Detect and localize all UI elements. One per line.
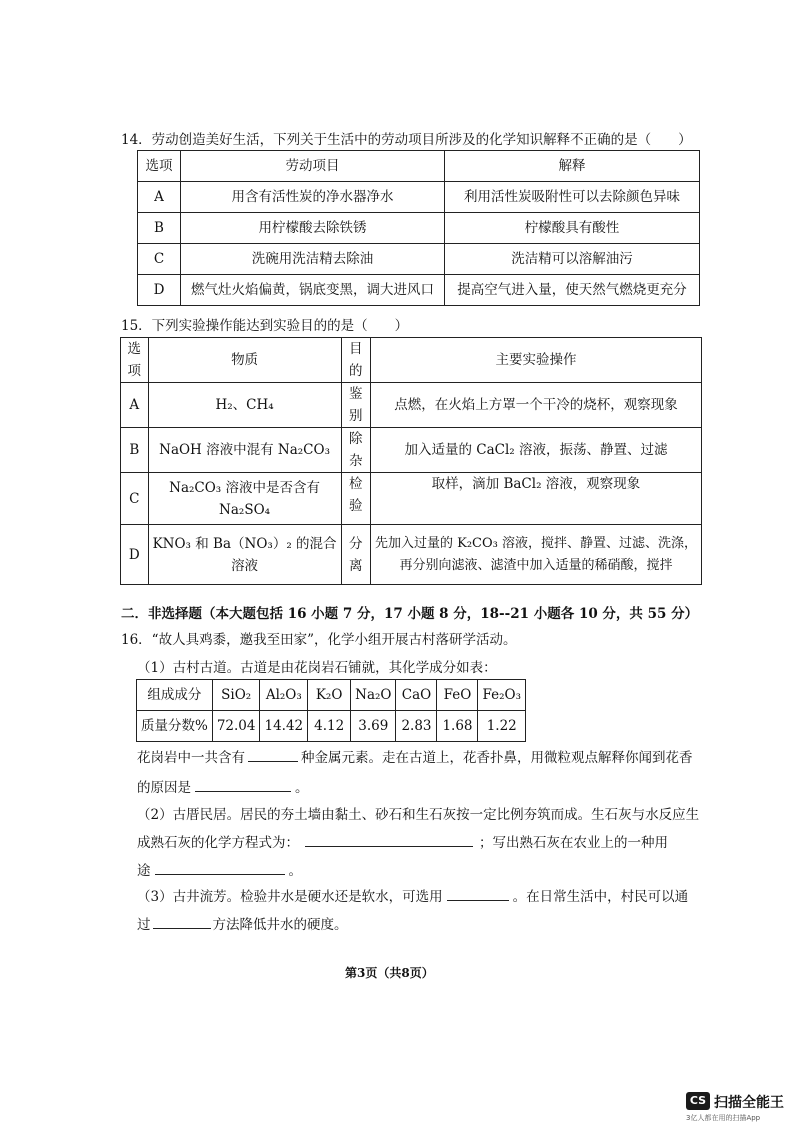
q14-row-d-explain: 提高空气进入量，使天然气燃烧更充分 bbox=[445, 275, 700, 306]
q16-p1-line2-b: 。 bbox=[295, 780, 309, 796]
q15-table bbox=[120, 337, 702, 585]
q14-row-d-option: D bbox=[138, 275, 181, 306]
q15-row-d-operation-line1: 先加入过量的 K₂CO₃ 溶液，搅拌、静置、过滤、洗涤， bbox=[374, 535, 697, 551]
q16-p3-line1-b: 。在日常生活中，村民可以通 bbox=[512, 889, 689, 905]
q15-row-c-substance-line1: Na₂CO₃ 溶液中是否含有 bbox=[169, 479, 320, 496]
comp-header-3: K₂O bbox=[308, 680, 351, 711]
q15-stem: 15．下列实验操作能达到实验目的的是（ ） bbox=[121, 318, 409, 334]
q15-row-b-purpose: 除杂 bbox=[341, 428, 370, 473]
q16-p1-line2-a: 的原因是 bbox=[137, 780, 191, 796]
q15-row-d-option: D bbox=[121, 525, 149, 585]
q15-header-purpose: 目的 bbox=[341, 338, 370, 383]
comp-header-6: FeO bbox=[437, 680, 478, 711]
q14-header-explain: 解释 bbox=[445, 151, 700, 182]
q15-row-a-purpose: 鉴别 bbox=[341, 383, 370, 428]
q15-row-b-operation: 加入适量的 CaCl₂ 溶液，振荡、静置、过滤 bbox=[370, 428, 701, 473]
q15-header-operation: 主要实验操作 bbox=[370, 338, 701, 383]
q15-row-d-purpose: 分离 bbox=[341, 525, 370, 585]
cs-logo-icon: CS bbox=[686, 1092, 710, 1110]
comp-value-2: 14.42 bbox=[260, 711, 308, 742]
answer-blank-fragrance-reason[interactable] bbox=[195, 777, 291, 792]
comp-header-1: SiO₂ bbox=[212, 680, 260, 711]
q16-p2-line3 bbox=[137, 859, 302, 879]
q16-p2-line2 bbox=[137, 831, 668, 851]
q16-part1-intro: （1）古村古道。古道是由花岗岩石铺就，其化学成分如表： bbox=[137, 660, 497, 676]
q16-p1-line1-a: 花岗岩中一共含有 bbox=[137, 750, 245, 766]
q15-row-c-purpose: 检验 bbox=[341, 473, 370, 525]
q15-row-c-option: C bbox=[121, 473, 149, 525]
q14-row-a-option: A bbox=[138, 182, 181, 213]
comp-value-3: 4.12 bbox=[308, 711, 351, 742]
composition-table bbox=[136, 679, 526, 742]
q14-row-b-option: B bbox=[138, 213, 181, 244]
q16-p2-line3-a: 途 bbox=[137, 863, 151, 879]
q14-stem: 14．劳动创造美好生活，下列关于生活中的劳动项目所涉及的化学知识解释不正确的是（ ） bbox=[121, 132, 692, 148]
q15-row-a-substance: H₂、CH₄ bbox=[148, 383, 341, 428]
q16-p1-line1-b: 种金属元素。走在古道上，花香扑鼻，用微粒观点解释你闻到花香 bbox=[301, 750, 693, 766]
answer-blank-test-reagent[interactable] bbox=[447, 886, 509, 901]
q16-p2-line2-b: ；写出熟石灰在农业上的一种用 bbox=[479, 835, 668, 851]
answer-blank-agri-use[interactable] bbox=[155, 860, 285, 875]
comp-header-7: Fe₂O₃ bbox=[478, 680, 526, 711]
q15-row-b-option: B bbox=[121, 428, 149, 473]
q14-row-b-project: 用柠檬酸去除铁锈 bbox=[181, 213, 445, 244]
q15-row-d-operation-line2: 再分别向滤液、滤渣中加入适量的稀硝酸，搅拌 bbox=[399, 557, 673, 573]
q16-p3-line2-a: 过 bbox=[137, 917, 151, 933]
q14-header-option: 选项 bbox=[138, 151, 181, 182]
q16-p2-line1: （2）古厝民居。居民的夯土墙由黏土、砂石和生石灰按一定比例夯筑而成。生石灰与水反应生 bbox=[137, 807, 700, 823]
answer-blank-softening-method[interactable] bbox=[153, 914, 211, 929]
q16-p1-line1 bbox=[137, 746, 693, 766]
comp-value-5: 2.83 bbox=[396, 711, 437, 742]
watermark-tagline: 3亿人都在用的扫描App bbox=[686, 1114, 761, 1122]
q14-row-b-explain: 柠檬酸具有酸性 bbox=[445, 213, 700, 244]
q15-row-a-operation: 点燃，在火焰上方罩一个干冷的烧杯，观察现象 bbox=[370, 383, 701, 428]
answer-blank-metal-count[interactable] bbox=[248, 747, 298, 762]
q16-p3-line2 bbox=[137, 913, 348, 933]
q15-row-a-option: A bbox=[121, 383, 149, 428]
comp-header-0: 组成成分 bbox=[137, 680, 213, 711]
q15-row-c-substance-line2: Na₂SO₄ bbox=[219, 501, 271, 518]
q15-row-c-operation: 取样，滴加 BaCl₂ 溶液，观察现象 bbox=[370, 473, 701, 525]
comp-header-5: CaO bbox=[396, 680, 437, 711]
comp-header-4: Na₂O bbox=[351, 680, 396, 711]
page-number: 第3页（共8页） bbox=[345, 966, 434, 980]
comp-value-7: 1.22 bbox=[478, 711, 526, 742]
q16-p3-line1 bbox=[137, 885, 688, 905]
q15-header-option: 选项 bbox=[121, 338, 149, 383]
comp-value-1: 72.04 bbox=[212, 711, 260, 742]
q16-p2-line2-a: 成熟石灰的化学方程式为： bbox=[137, 835, 299, 851]
q16-p1-line2 bbox=[137, 776, 309, 796]
q14-row-a-explain: 利用活性炭吸附性可以去除颜色异味 bbox=[445, 182, 700, 213]
comp-header-2: Al₂O₃ bbox=[260, 680, 308, 711]
q16-p3-line2-b: 方法降低井水的硬度。 bbox=[212, 917, 348, 933]
q14-row-a-project: 用含有活性炭的净水器净水 bbox=[181, 182, 445, 213]
q14-table bbox=[137, 150, 700, 306]
q14-header-project: 劳动项目 bbox=[181, 151, 445, 182]
q16-stem: 16．“故人具鸡黍，邀我至田家”，化学小组开展古村落研学活动。 bbox=[121, 632, 517, 648]
comp-value-6: 1.68 bbox=[437, 711, 478, 742]
q14-row-c-project: 洗碗用洗洁精去除油 bbox=[181, 244, 445, 275]
q15-row-b-substance: NaOH 溶液中混有 Na₂CO₃ bbox=[148, 428, 341, 473]
q16-p2-line3-b: 。 bbox=[288, 863, 302, 879]
section2-title: 二．非选择题（本大题包括 16 小题 7 分，17 小题 8 分，18--21 小题各 10 分，共 55 分） bbox=[121, 606, 699, 622]
watermark-app-name: 扫描全能王 bbox=[714, 1095, 784, 1111]
answer-blank-equation[interactable] bbox=[305, 832, 473, 847]
q16-p3-line1-a: （3）古井流芳。检验井水是硬水还是软水，可选用 bbox=[137, 889, 443, 905]
q14-row-c-explain: 洗洁精可以溶解油污 bbox=[445, 244, 700, 275]
q14-row-c-option: C bbox=[138, 244, 181, 275]
comp-value-4: 3.69 bbox=[351, 711, 396, 742]
q15-row-d-substance-line1: KNO₃ 和 Ba（NO₃）₂ 的混合 bbox=[152, 535, 337, 552]
q15-header-substance: 物质 bbox=[148, 338, 341, 383]
q15-row-d-substance-line2: 溶液 bbox=[231, 557, 259, 574]
q14-row-d-project: 燃气灶火焰偏黄，锅底变黑，调大进风口 bbox=[181, 275, 445, 306]
comp-value-0: 质量分数% bbox=[137, 711, 213, 742]
